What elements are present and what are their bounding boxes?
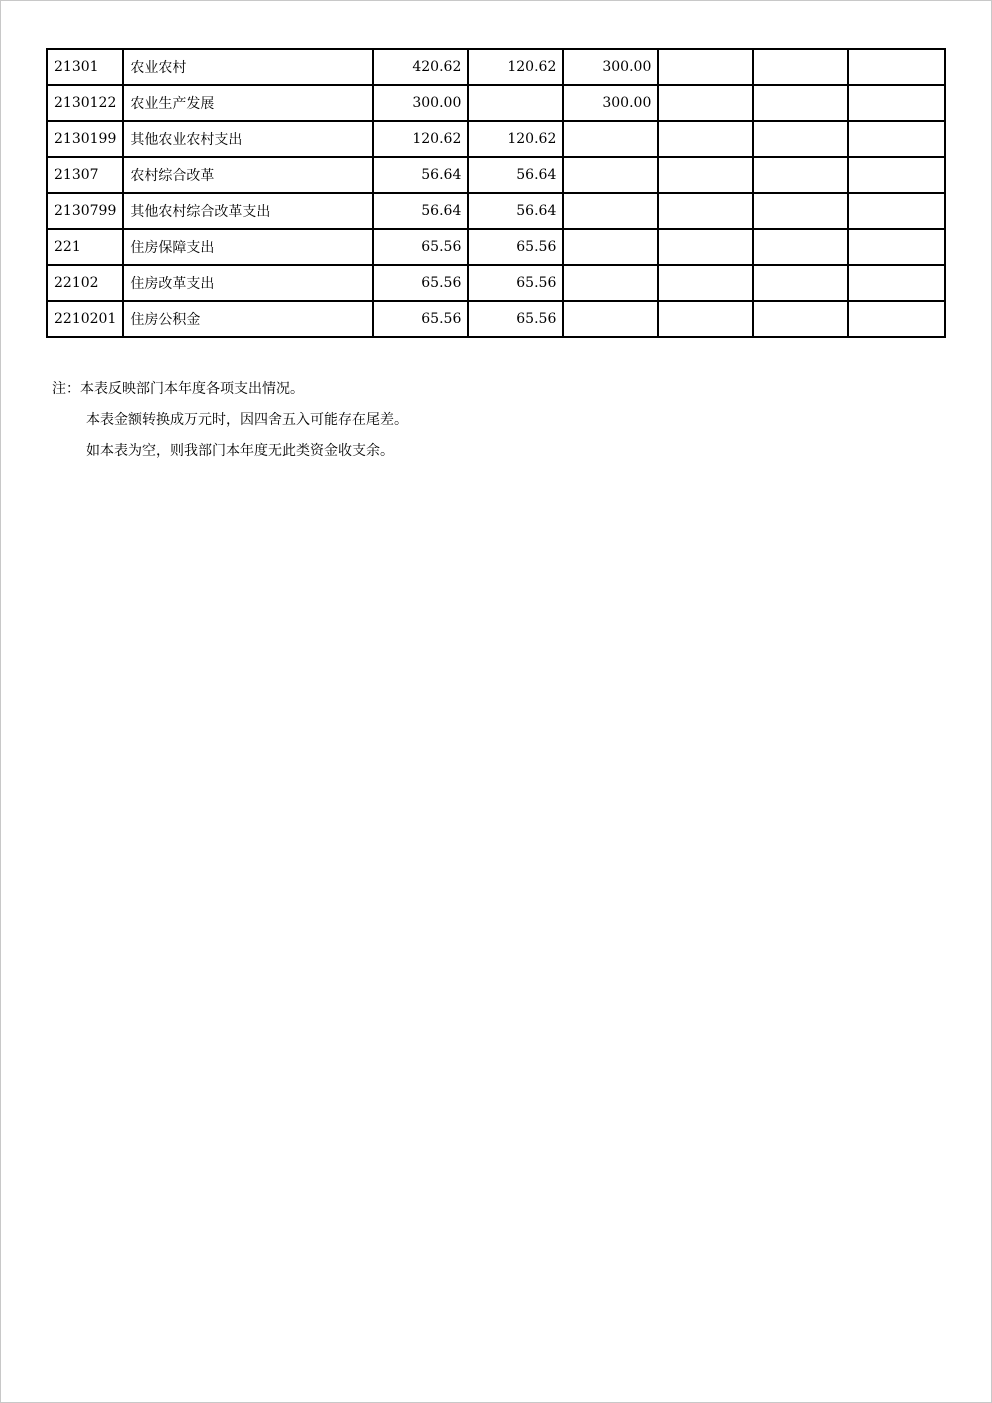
amount-cell: 56.64	[468, 193, 563, 229]
amount-cell: 56.64	[468, 157, 563, 193]
amount-cell	[848, 157, 945, 193]
amount-cell	[563, 157, 658, 193]
subject-code-cell: 2130799	[47, 193, 123, 229]
subject-code-cell: 2130122	[47, 85, 123, 121]
amount-cell	[753, 49, 848, 85]
amount-cell: 65.56	[468, 301, 563, 337]
amount-cell: 65.56	[468, 229, 563, 265]
table-row	[47, 85, 945, 121]
amount-cell: 65.56	[373, 229, 468, 265]
amount-cell	[563, 301, 658, 337]
amount-cell	[658, 157, 753, 193]
note-line: 如本表为空，则我部门本年度无此类资金收支余。	[86, 443, 394, 459]
amount-cell: 65.56	[373, 265, 468, 301]
note-line: 注：本表反映部门本年度各项支出情况。	[52, 381, 304, 397]
table-notes	[52, 374, 408, 467]
amount-cell	[563, 121, 658, 157]
amount-cell	[658, 85, 753, 121]
subject-name-cell: 住房公积金	[123, 301, 373, 337]
subject-name-cell: 其他农村综合改革支出	[123, 193, 373, 229]
amount-cell	[563, 193, 658, 229]
amount-cell	[753, 85, 848, 121]
amount-cell: 300.00	[373, 85, 468, 121]
table-row	[47, 193, 945, 229]
amount-cell	[658, 121, 753, 157]
amount-cell	[753, 265, 848, 301]
amount-cell	[848, 193, 945, 229]
amount-cell	[658, 229, 753, 265]
amount-cell	[658, 49, 753, 85]
subject-name-cell: 其他农业农村支出	[123, 121, 373, 157]
amount-cell	[468, 85, 563, 121]
amount-cell	[848, 121, 945, 157]
amount-cell: 56.64	[373, 193, 468, 229]
amount-cell	[658, 301, 753, 337]
amount-cell: 65.56	[468, 265, 563, 301]
amount-cell: 120.62	[468, 121, 563, 157]
amount-cell: 300.00	[563, 85, 658, 121]
subject-code-cell: 22102	[47, 265, 123, 301]
amount-cell: 420.62	[373, 49, 468, 85]
subject-name-cell: 农业农村	[123, 49, 373, 85]
amount-cell	[563, 265, 658, 301]
amount-cell	[753, 301, 848, 337]
amount-cell	[848, 265, 945, 301]
amount-cell	[848, 85, 945, 121]
amount-cell: 120.62	[373, 121, 468, 157]
note-line: 本表金额转换成万元时，因四舍五入可能存在尾差。	[86, 412, 408, 428]
table-row	[47, 121, 945, 157]
amount-cell: 65.56	[373, 301, 468, 337]
subject-code-cell: 2130199	[47, 121, 123, 157]
table-row	[47, 301, 945, 337]
subject-code-cell: 21307	[47, 157, 123, 193]
expense-table	[46, 48, 946, 338]
subject-name-cell: 住房保障支出	[123, 229, 373, 265]
subject-name-cell: 农业生产发展	[123, 85, 373, 121]
amount-cell	[753, 193, 848, 229]
amount-cell	[848, 301, 945, 337]
subject-name-cell: 农村综合改革	[123, 157, 373, 193]
amount-cell	[848, 229, 945, 265]
amount-cell	[753, 157, 848, 193]
amount-cell: 56.64	[373, 157, 468, 193]
subject-name-cell: 住房改革支出	[123, 265, 373, 301]
table-row	[47, 229, 945, 265]
amount-cell: 300.00	[563, 49, 658, 85]
amount-cell	[753, 121, 848, 157]
amount-cell	[658, 265, 753, 301]
table-row	[47, 265, 945, 301]
subject-code-cell: 2210201	[47, 301, 123, 337]
subject-code-cell: 21301	[47, 49, 123, 85]
table-row	[47, 49, 945, 85]
amount-cell: 120.62	[468, 49, 563, 85]
amount-cell	[563, 229, 658, 265]
subject-code-cell: 221	[47, 229, 123, 265]
amount-cell	[658, 193, 753, 229]
amount-cell	[753, 229, 848, 265]
amount-cell	[848, 49, 945, 85]
table-row	[47, 157, 945, 193]
